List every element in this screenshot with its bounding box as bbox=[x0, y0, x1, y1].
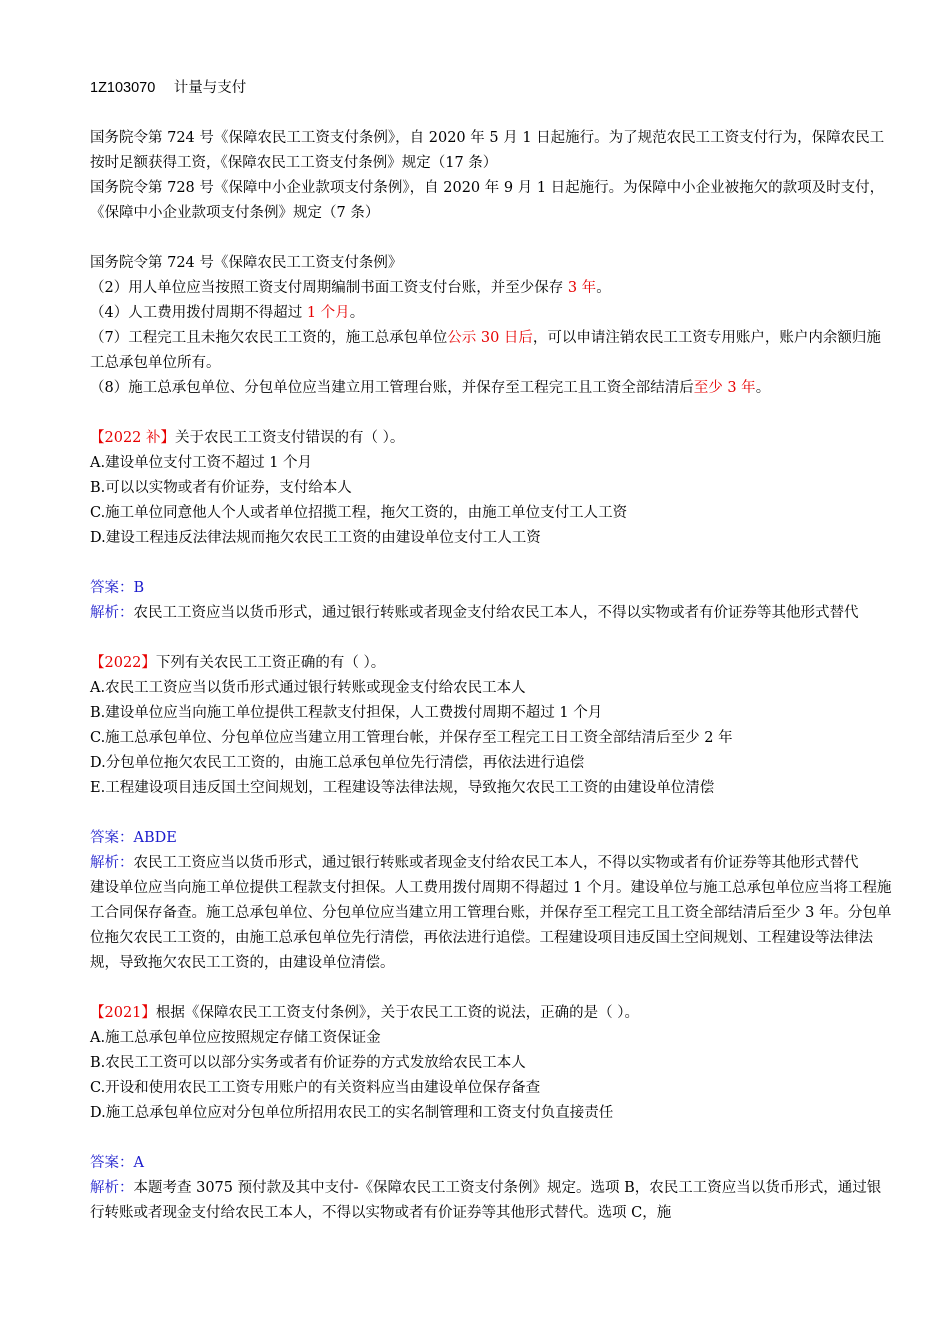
highlight-text: 公示 30 日后 bbox=[447, 330, 533, 346]
question-option: D.分包单位拖欠农民工工资的，由施工总承包单位先行清偿，再依法进行追偿 bbox=[90, 755, 585, 771]
answer-line: 答案：ABDE bbox=[90, 830, 177, 846]
highlight-text: 至少 3 年 bbox=[693, 380, 756, 396]
question-tag: 【2021】 bbox=[90, 1005, 156, 1021]
intro-paragraph-1: 国务院令第 724 号《保障农民工工资支付条例》，自 2020 年 5 月 1 日起施行。为了规范农民工工资支付行为，保障农民工按时足额获得工资，《保障农民工工资支付条例》规定（17 条） bbox=[90, 130, 885, 171]
answer-value: A bbox=[133, 1155, 144, 1171]
question-option: D.建设工程违反法律法规而拖欠农民工工资的由建设单位支付工人工资 bbox=[90, 530, 541, 546]
question-stem: 【2022】下列有关农民工工资正确的有（ ）。 bbox=[90, 655, 386, 671]
section-heading bbox=[90, 76, 892, 101]
answer-line: 答案：B bbox=[90, 580, 145, 596]
question-option: A.建设单位支付工资不超过 1 个月 bbox=[90, 455, 313, 471]
question-option: C.施工单位同意他人个人或者单位招揽工程，拖欠工资的，由施工单位支付工人工资 bbox=[90, 505, 628, 521]
question-tag: 【2022 补】 bbox=[90, 430, 176, 446]
question-option: B.可以以实物或者有价证券，支付给本人 bbox=[90, 480, 352, 496]
question-option: B.建设单位应当向施工单位提供工程款支付担保，人工费拨付周期不超过 1 个月 bbox=[90, 705, 603, 721]
question-option: A.农民工工资应当以货币形式通过银行转账或现金支付给农民工本人 bbox=[90, 680, 526, 696]
question-option: C.开设和使用农民工工资专用账户的有关资料应当由建设单位保存备查 bbox=[90, 1080, 541, 1096]
question-stem: 【2022 补】关于农民工工资支付错误的有（ ）。 bbox=[90, 430, 405, 446]
document-content bbox=[90, 76, 892, 1226]
regulation-item: （8）施工总承包单位、分包单位应当建立用工管理台账，并保存至工程完工且工资全部结清后至少 3 年。 bbox=[90, 380, 771, 396]
analysis-detail: 建设单位应当向施工单位提供工程款支付担保。人工费用拨付周期不得超过 1 个月。建设单位与施工总承包单位应当将工程施工合同保存备查。施工总承包单位、分包单位应当建立用工管理台账，并保存至工程完工且工资全部结清后至少 3 年。分包单位拖欠农民工工资的，由施工总承包单位先行清偿，再依法进行追偿。工程建设项目违反国土空间规划、工程建设等法律法规，导致拖欠农民工工资的，由建设单位清偿。 bbox=[90, 880, 892, 971]
answer-line: 答案：A bbox=[90, 1155, 144, 1171]
question-option: C.施工总承包单位、分包单位应当建立用工管理台帐，并保存至工程完工日工资全部结清后至少 2 年 bbox=[90, 730, 733, 746]
question-tag: 【2022】 bbox=[90, 655, 156, 671]
section-title: 计量与支付 bbox=[173, 80, 247, 96]
question-stem: 【2021】根据《保障农民工工资支付条例》，关于农民工工资的说法，正确的是（ ）。 bbox=[90, 1005, 640, 1021]
question-option: A.施工总承包单位应按照规定存储工资保证金 bbox=[90, 1030, 381, 1046]
intro-paragraph-2: 国务院令第 728 号《保障中小企业款项支付条例》，自 2020 年 9 月 1 日起施行。为保障中小企业被拖欠的款项及时支付，《保障中小企业款项支付条例》规定（7 条） bbox=[90, 180, 885, 221]
analysis-text: 解析：农民工工资应当以货币形式，通过银行转账或者现金支付给农民工本人，不得以实物或者有价证券等其他形式替代 bbox=[90, 855, 859, 871]
answer-value: ABDE bbox=[133, 830, 177, 846]
question-option: E.工程建设项目违反国土空间规划，工程建设等法律法规，导致拖欠农民工工资的由建设单位清偿 bbox=[90, 780, 715, 796]
regulation-item: （2）用人单位应当按照工资支付周期编制书面工资支付台账，并至少保存 3 年。 bbox=[90, 280, 611, 296]
highlight-text: 1 个月 bbox=[302, 305, 350, 321]
regulation-item: （7）工程完工且未拖欠农民工工资的，施工总承包单位公示 30 日后，可以申请注销农民工工资专用账户，账户内余额归施工总承包单位所有。 bbox=[90, 330, 881, 371]
highlight-text: 3 年 bbox=[563, 280, 597, 296]
question-option: B.农民工工资可以以部分实务或者有价证券的方式发放给农民工本人 bbox=[90, 1055, 526, 1071]
question-option: D.施工总承包单位应对分包单位所招用农民工的实名制管理和工资支付负直接责任 bbox=[90, 1105, 614, 1121]
regulation-title: 国务院令第 724 号《保障农民工工资支付条例》 bbox=[90, 255, 403, 271]
analysis-text: 解析：农民工工资应当以货币形式，通过银行转账或者现金支付给农民工本人，不得以实物或者有价证券等其他形式替代 bbox=[90, 605, 859, 621]
answer-value: B bbox=[133, 580, 145, 596]
analysis-text: 解析：本题考查 3075 预付款及其中支付-《保障农民工工资支付条例》规定。选项 B，农民工工资应当以货币形式，通过银行转账或者现金支付给农民工本人，不得以实物或者有价证券等其他形式替代。选项 C，施 bbox=[90, 1180, 882, 1221]
section-code: 1Z103070 bbox=[90, 80, 156, 96]
regulation-item: （4）人工费用拨付周期不得超过 1 个月。 bbox=[90, 305, 365, 321]
